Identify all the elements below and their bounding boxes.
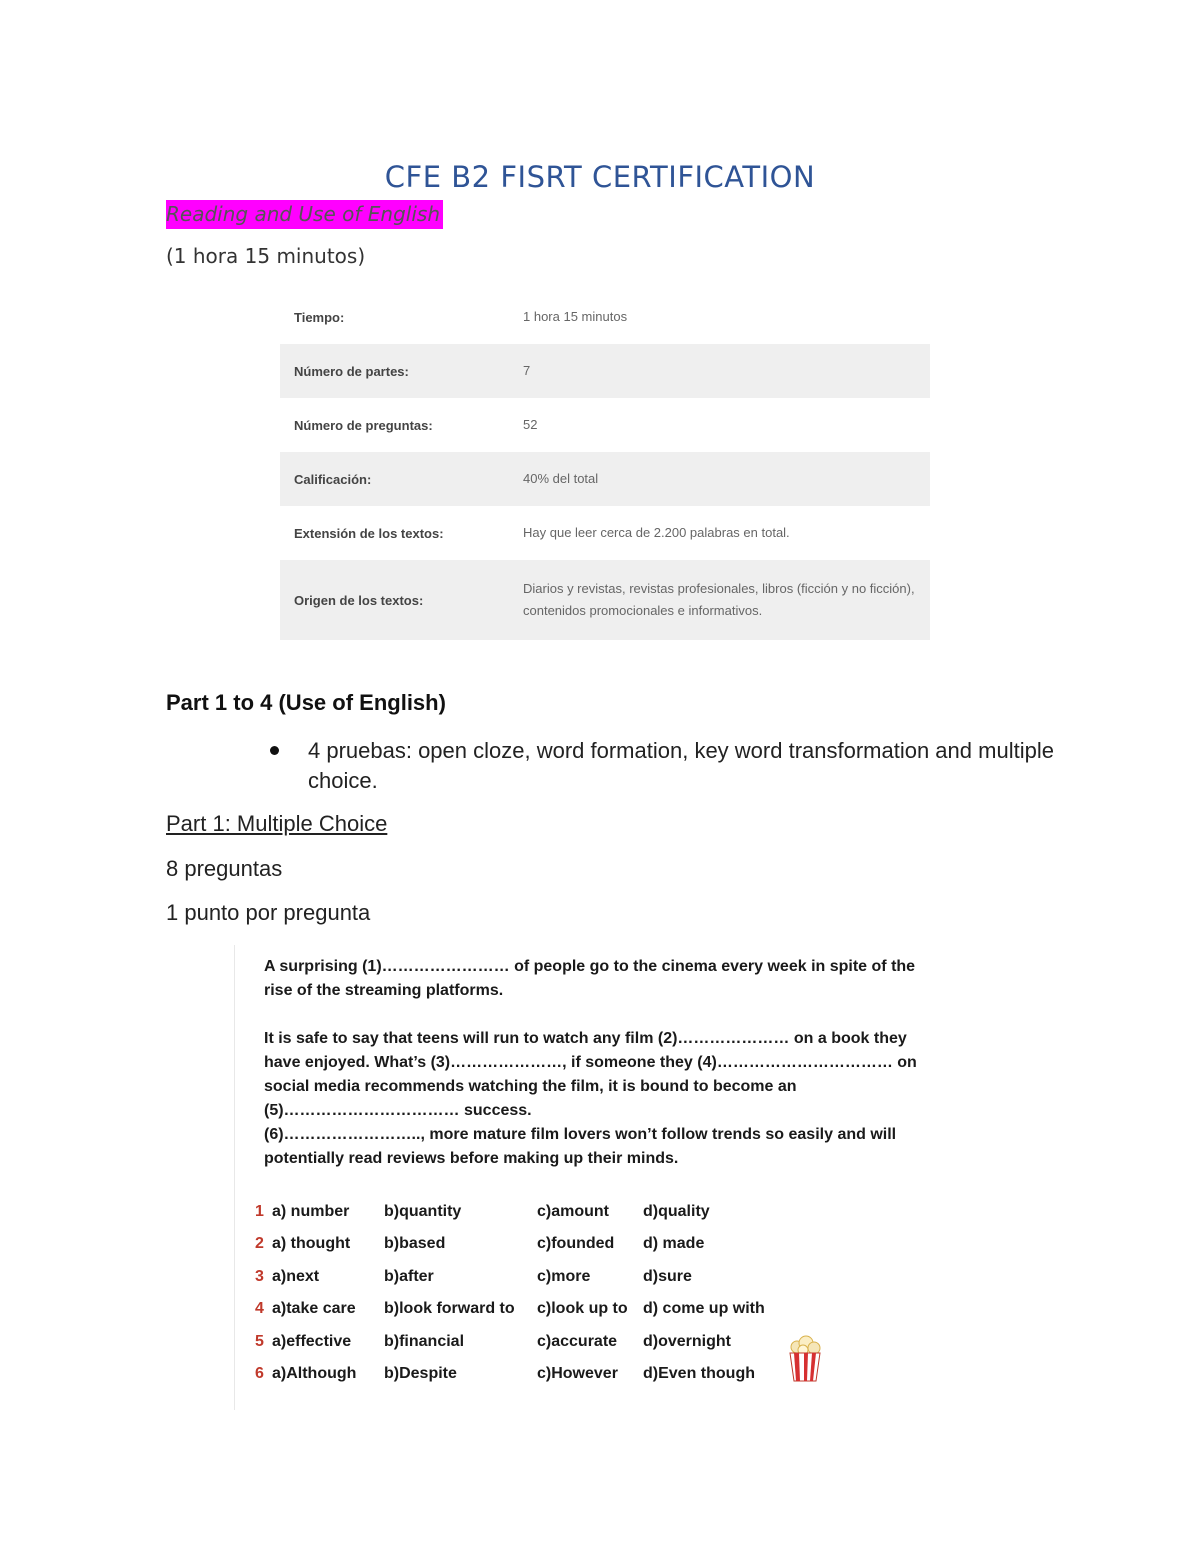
bullet-icon	[270, 746, 279, 755]
table-value: 1 hora 15 minutos	[523, 309, 628, 324]
exercise-paragraph: A surprising (1)…………………… of people go to the cinema every week in spite of the rise of the streaming platforms.	[264, 958, 916, 999]
table-value: 52	[523, 417, 538, 432]
duration-text: (1 hora 15 minutos)	[166, 244, 366, 268]
exercise-image	[234, 945, 955, 1410]
option-c: c)amount	[537, 1203, 609, 1220]
table-label: Extensión de los textos:	[294, 525, 444, 541]
option-d: d)overnight	[643, 1333, 731, 1350]
part1-heading: Part 1: Multiple Choice	[166, 811, 388, 836]
option-b: b)after	[384, 1268, 434, 1285]
option-b: b)Despite	[384, 1365, 457, 1382]
table-row	[280, 452, 930, 506]
option-number: 4	[255, 1300, 264, 1317]
option-a: a) number	[272, 1203, 350, 1220]
questions-count: 8 preguntas	[166, 856, 283, 881]
option-a: a)Although	[272, 1365, 357, 1382]
option-d: d) made	[643, 1235, 705, 1252]
points-per-question: 1 punto por pregunta	[166, 900, 371, 925]
bullet-text: 4 pruebas: open cloze, word formation, key word transformation and multiple choice.	[308, 738, 1054, 793]
table-label: Número de preguntas:	[294, 417, 433, 433]
table-row	[280, 344, 930, 398]
exercise-paragraph: It is safe to say that teens will run to watch any film (2)………………… on a book they have enjoyed. What’s (3)…………………, if someone they (4)…………………………… on social media recommends watching the film, it is bound to become an (5)…………………………… success.	[264, 1030, 917, 1119]
option-c: c)founded	[537, 1235, 615, 1252]
section-heading: Part 1 to 4 (Use of English)	[166, 690, 446, 715]
option-number: 5	[255, 1333, 264, 1350]
exercise-paragraph: (6)…………………….., more mature film lovers won’t follow trends so easily and will potentially read reviews before making up their minds.	[264, 1126, 897, 1167]
option-c: c)However	[537, 1365, 618, 1382]
option-c: c)accurate	[537, 1333, 618, 1350]
table-label: Número de partes:	[294, 363, 409, 379]
option-c: c)more	[537, 1268, 591, 1285]
table-value: Diarios y revistas, revistas profesionales, libros (ficción y no ficción), contenidos promocionales e informativos.	[523, 581, 915, 618]
table-label: Tiempo:	[294, 309, 345, 325]
option-number: 1	[255, 1203, 264, 1220]
table-value: 40% del total	[523, 471, 599, 486]
table-row	[280, 560, 930, 640]
option-d: d)Even though	[643, 1365, 755, 1382]
option-b: b)quantity	[384, 1203, 462, 1220]
option-a: a)next	[272, 1268, 320, 1285]
table-value: Hay que leer cerca de 2.200 palabras en total.	[523, 525, 790, 540]
table-row	[280, 506, 930, 560]
exam-info-table	[280, 290, 930, 640]
option-d: d)sure	[643, 1268, 692, 1285]
popcorn-icon	[785, 1335, 825, 1383]
option-d: d)quality	[643, 1203, 710, 1220]
option-a: a)take care	[272, 1300, 356, 1317]
option-c: c)look up to	[537, 1300, 628, 1317]
option-a: a) thought	[272, 1235, 351, 1252]
option-number: 3	[255, 1268, 264, 1285]
option-a: a)effective	[272, 1333, 352, 1350]
table-value: 7	[523, 363, 531, 378]
table-row	[280, 290, 930, 344]
option-b: b)look forward to	[384, 1300, 515, 1317]
option-d: d) come up with	[643, 1300, 765, 1317]
option-b: b)based	[384, 1235, 446, 1252]
option-b: b)financial	[384, 1333, 465, 1350]
table-label: Origen de los textos:	[294, 592, 424, 608]
option-number: 2	[255, 1235, 264, 1252]
table-label: Calificación:	[294, 471, 372, 487]
document-title: CFE B2 FISRT CERTIFICATION	[384, 160, 816, 194]
highlighted-subtitle: Reading and Use of English	[166, 200, 443, 229]
option-number: 6	[255, 1365, 264, 1382]
table-row	[280, 398, 930, 452]
